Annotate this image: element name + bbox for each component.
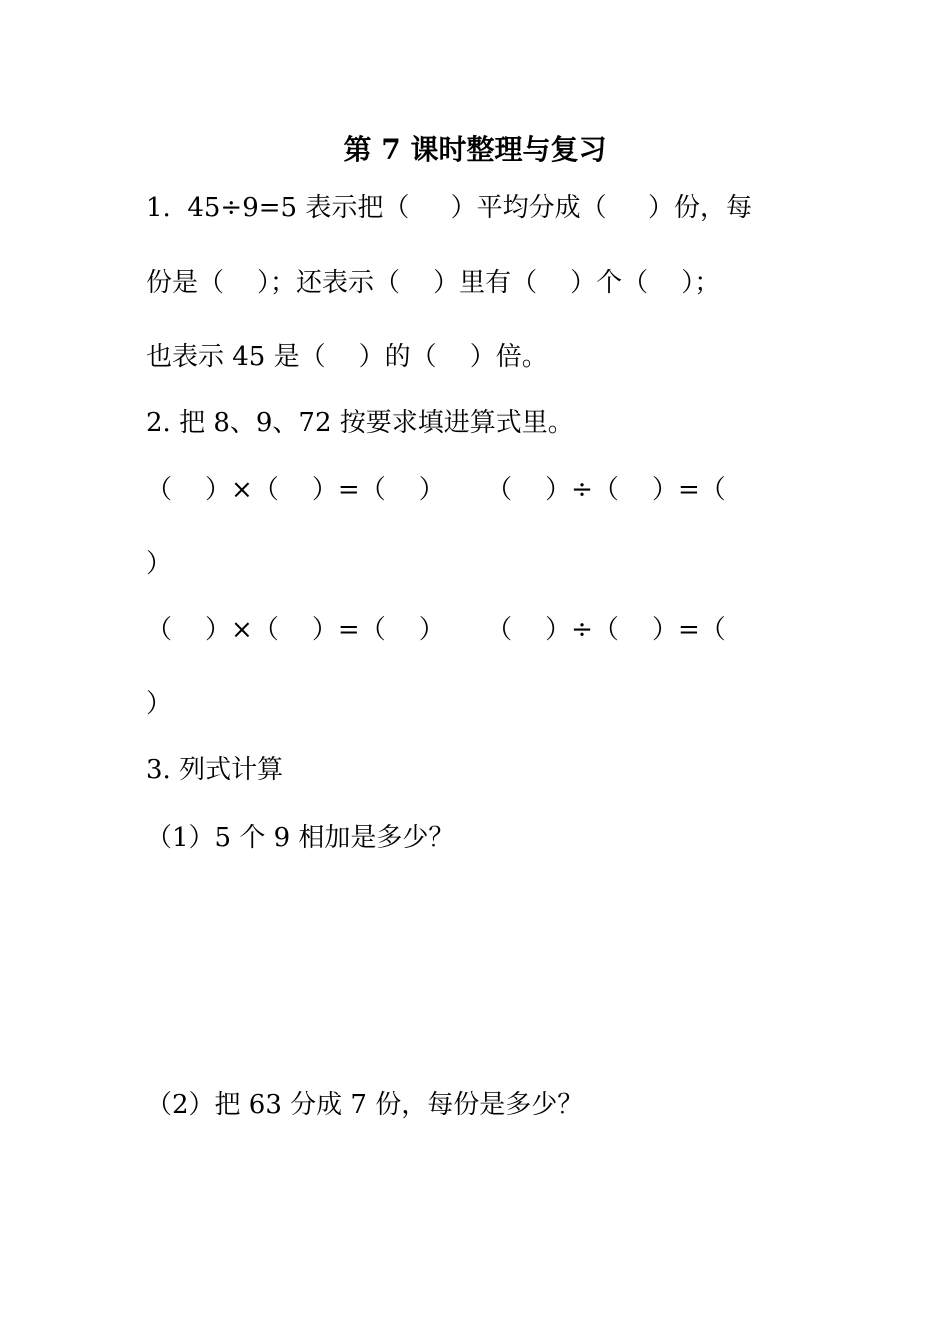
question-3-heading: 3. 列式计算 — [146, 755, 284, 785]
question-1-line-2: 份是（ ）；还表示（ ）里有（ ）个（ ）； — [146, 268, 721, 298]
question-1-line-3: 也表示 45 是（ ）的（ ）倍。 — [146, 342, 548, 372]
question-2-equation-row-2: （ ）×（ ）=（ ） （ ）÷（ ）=（ — [146, 615, 726, 645]
page-title: 第 7 课时整理与复习 — [343, 133, 607, 166]
question-2-equation-row-1: （ ）×（ ）=（ ） （ ）÷（ ）=（ — [146, 475, 726, 505]
question-2-equation-row-2-wrap: ） — [146, 689, 173, 719]
question-1-line-1: 1. 45÷9=5 表示把（ ）平均分成（ ）份，每 — [146, 193, 752, 223]
question-3-item-2: （2）把 63 分成 7 份，每份是多少？ — [146, 1090, 584, 1120]
question-3-item-1: （1）5 个 9 相加是多少？ — [146, 823, 455, 853]
question-2-heading: 2. 把 8、9、72 按要求填进算式里。 — [146, 408, 574, 438]
question-2-equation-row-1-wrap: ） — [146, 549, 173, 579]
